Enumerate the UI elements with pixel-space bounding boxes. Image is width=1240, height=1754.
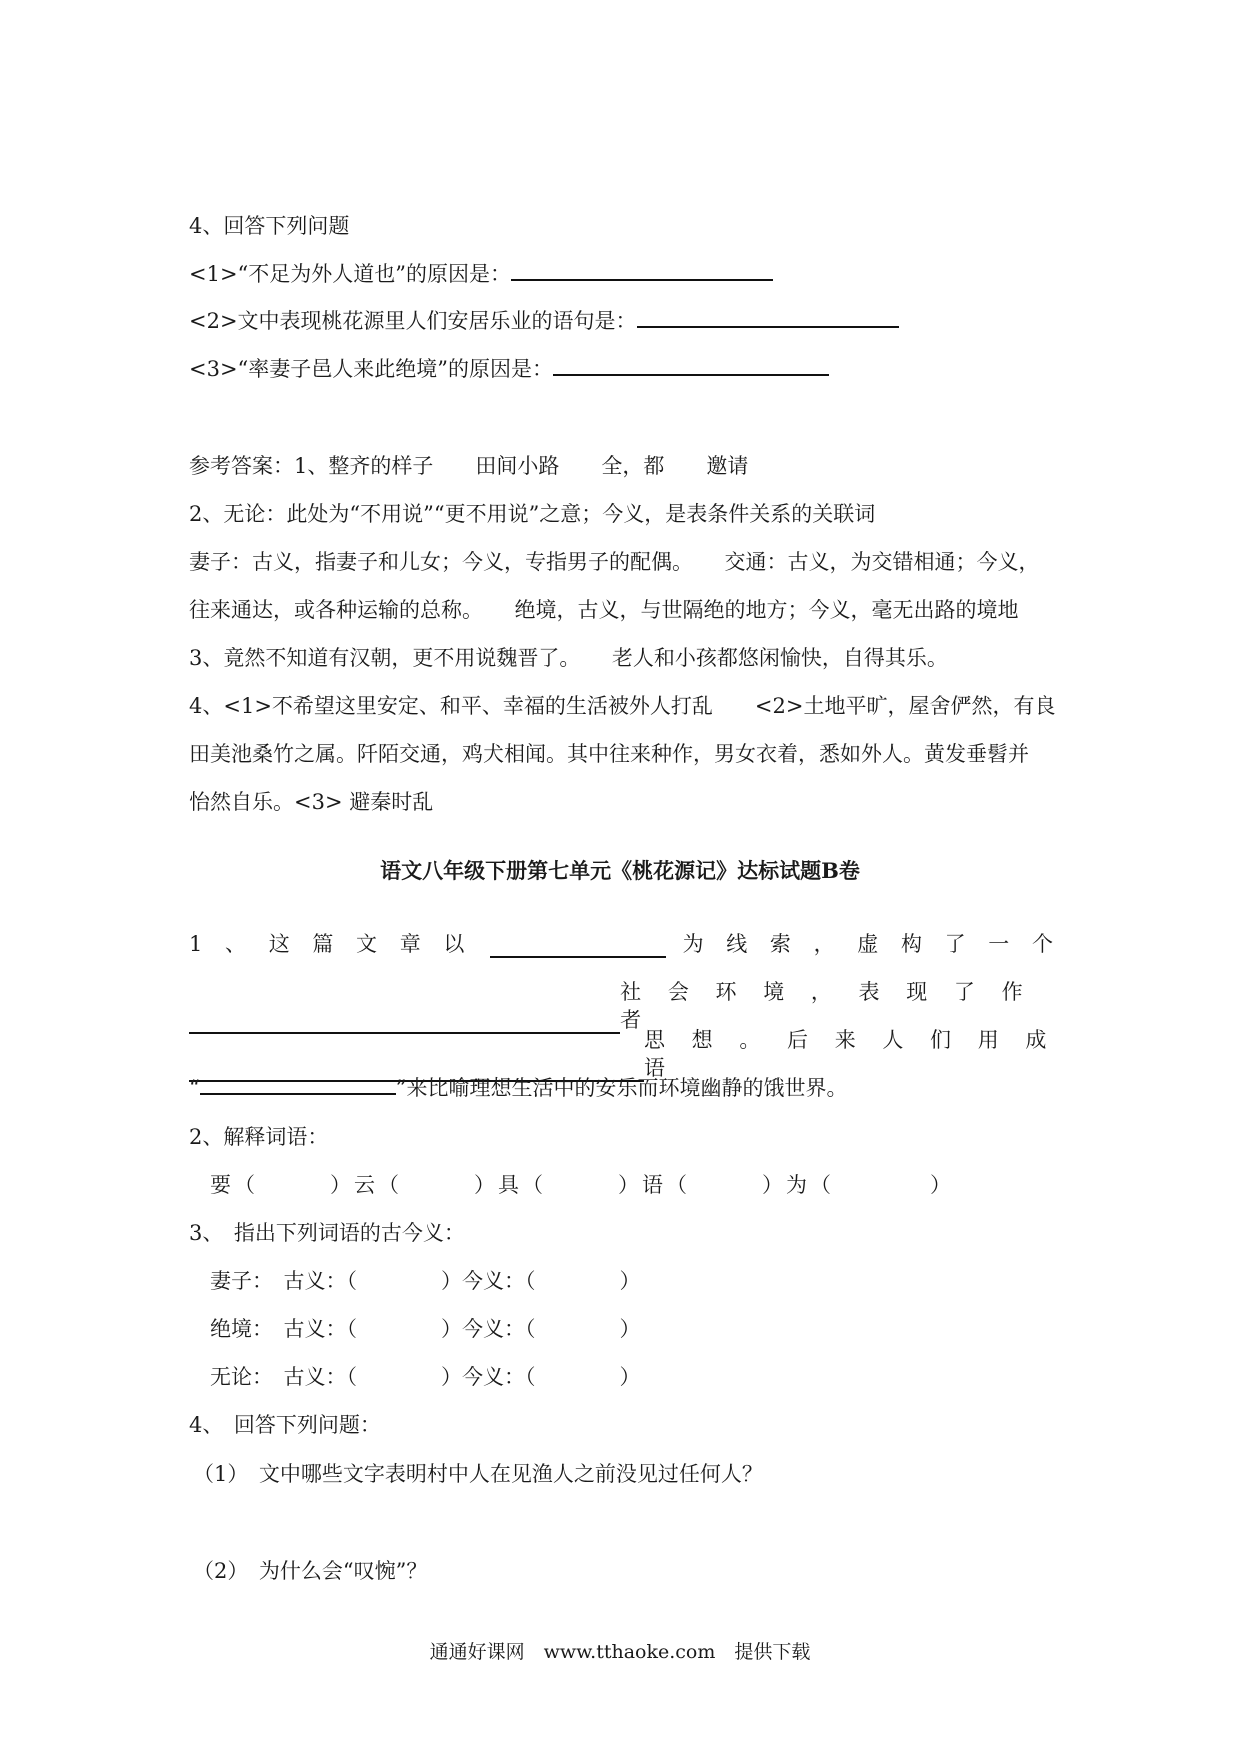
q1-line-4-text: ”来比喻理想生活中的安乐而环境幽静的饿世界。 [395,1076,848,1100]
q1-line-3-text: 思 想 。 后 来 人 们 用 成 语 [644,1028,1057,1080]
test-b-q4-sub-1: （1） 文中哪些文字表明村中人在见渔人之前没见过任何人？ [193,1462,763,1486]
question-4-item-3-text: <3>“率妻子邑人来此绝境”的原因是： [189,357,554,381]
test-b-q3-row-2: 绝境： 古义：（ ）今义：（ ） [210,1317,641,1341]
test-b-q1-line-4 [189,1074,847,1102]
q1-line-4-open-quote: “ [189,1076,200,1100]
test-b-q3-row-3: 无论： 古义：（ ）今义：（ ） [210,1365,641,1389]
q1-line-2-text: 社 会 环 境 ， 表 现 了 作 者 [620,980,1033,1032]
question-4-item-3 [189,355,829,383]
test-b-q1-line-1 [189,930,1061,958]
test-b-q2-heading: 2、解释词语： [189,1125,329,1149]
answer-line-1: 参考答案：1、整齐的样子 田间小路 全，都 邀请 [189,454,749,478]
test-b-title: 语文八年级下册第七单元《桃花源记》达标试题B卷 [380,858,860,883]
question-4-item-2-text: <2>文中表现桃花源里人们安居乐业的语句是： [189,309,637,333]
question-4-item-2 [189,307,899,335]
test-b-q4-heading: 4、 回答下列问题： [189,1413,381,1437]
answer-line-6: 4、<1>不希望这里安定、和平、幸福的生活被外人打乱 <2>土地平旷，屋舍俨然，有良 [189,694,1056,718]
answer-blank [200,1075,396,1095]
answer-line-8: 怡然自乐。<3> 避秦时乱 [189,790,434,814]
answer-blank [490,938,666,958]
answer-blank [511,261,773,281]
test-b-q3-row-1: 妻子： 古义：（ ）今义：（ ） [210,1269,641,1293]
page-footer: 通通好课网 www.tthaoke.com 提供下载 [429,1641,811,1663]
question-4-heading: 4、回答下列问题 [189,214,350,238]
question-4-item-1 [189,260,773,288]
question-4-item-1-text: <1>“不足为外人道也”的原因是： [189,262,512,286]
test-b-q4-sub-2: （2） 为什么会“叹惋”？ [193,1559,428,1583]
answer-line-4: 往来通达，或各种运输的总称。 绝境，古义，与世隔绝的地方；今义，毫无出路的境地 [189,598,1019,622]
test-b-q2-items: 要（ ）云（ ）具（ ）语（ ）为（ ） [210,1173,954,1197]
q1-line-1-suffix: 为 线 索 ， 虚 构 了 一 个 [682,932,1061,956]
test-b-q3-heading: 3、 指出下列词语的古今义： [189,1221,465,1245]
answer-blank [637,308,899,328]
answer-line-3: 妻子：古义，指妻子和儿女；今义，专指男子的配偶。 交通：古义，为交错相通；今义， [189,550,1040,574]
answer-line-7: 田美池桑竹之属。阡陌交通，鸡犬相闻。其中往来种作，男女衣着，悉如外人。黄发垂髫并 [189,742,1029,766]
q1-line-1-prefix: 1 、 这 篇 文 章 以 [189,932,473,956]
answer-line-5: 3、竟然不知道有汉朝，更不用说魏晋了。 老人和小孩都悠闲愉快，自得其乐。 [189,646,948,670]
answer-blank [553,356,829,376]
answer-line-2: 2、无论：此处为“不用说”“更不用说”之意；今义，是表条件关系的关联词 [189,502,876,526]
